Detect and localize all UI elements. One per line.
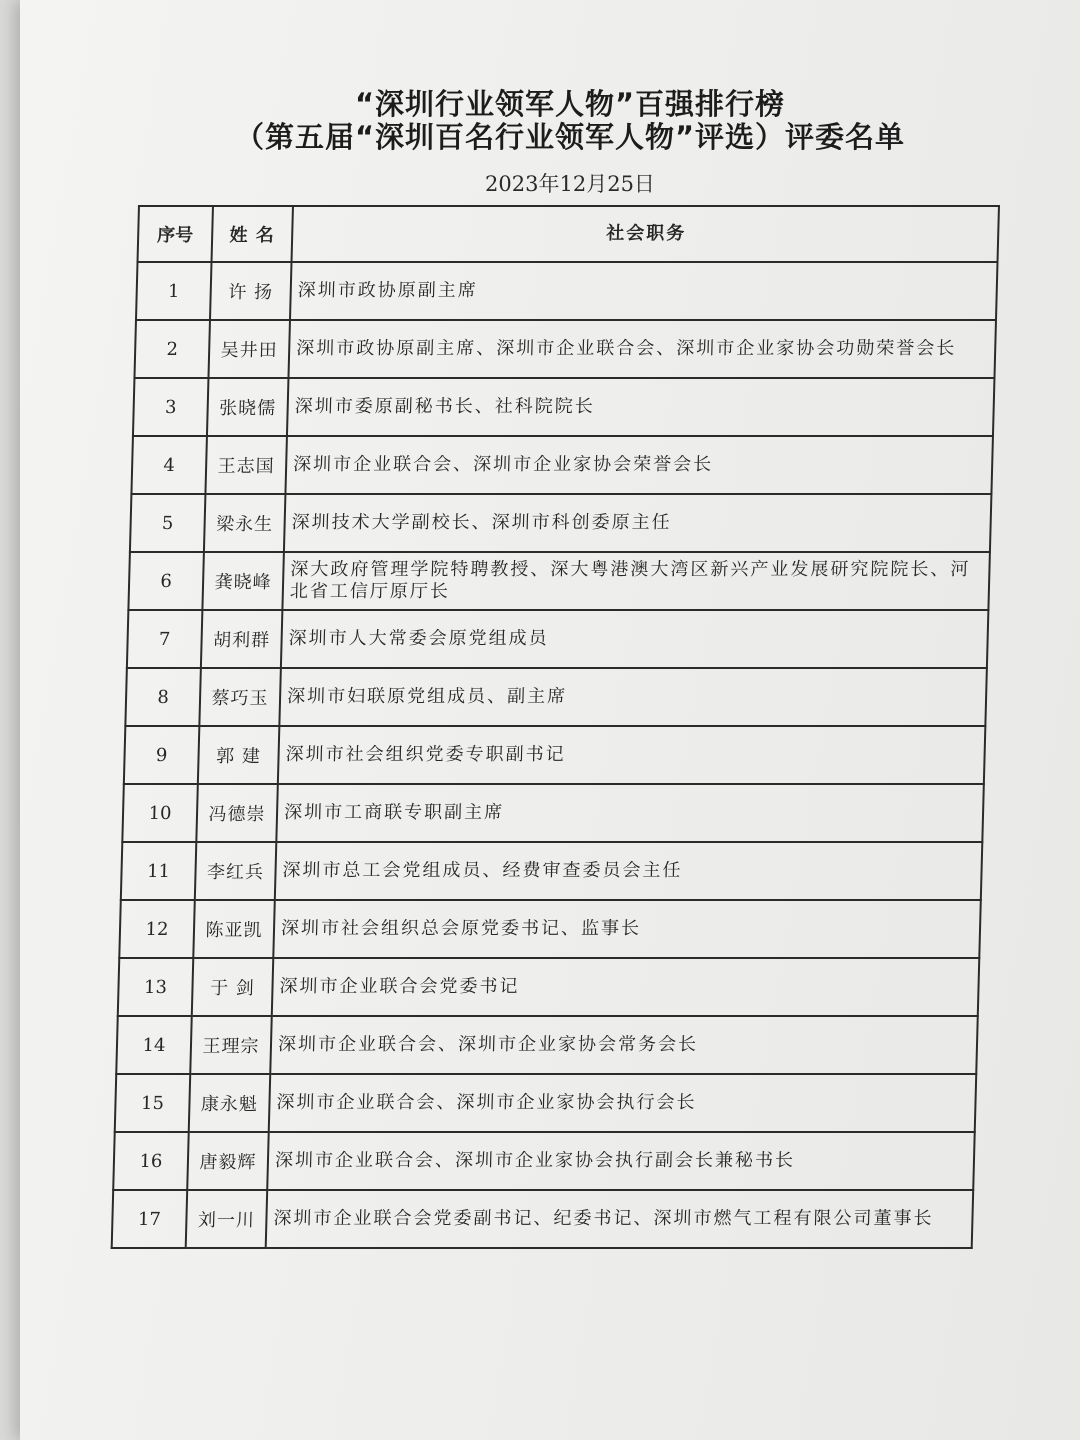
row-number: 9 — [124, 726, 200, 784]
judge-role: 深圳市委原副秘书长、社科院院长 — [287, 378, 995, 436]
column-header-seq: 序号 — [138, 206, 213, 262]
row-number: 5 — [130, 494, 206, 552]
document-sheet — [20, 0, 1080, 1440]
table-row — [133, 378, 995, 436]
judge-name: 郭 建 — [198, 726, 280, 784]
judge-name: 龚晓峰 — [202, 552, 284, 610]
row-number: 15 — [115, 1074, 191, 1132]
judge-role: 深圳市企业联合会、深圳市企业家协会执行副会长兼秘书长 — [267, 1132, 975, 1190]
judge-name: 胡利群 — [201, 610, 283, 668]
judge-role: 深圳市企业联合会、深圳市企业家协会常务会长 — [270, 1016, 978, 1074]
judge-name: 王志国 — [205, 436, 287, 494]
table-row — [128, 552, 990, 610]
row-number: 3 — [133, 378, 209, 436]
row-number: 8 — [125, 668, 201, 726]
judge-name: 冯德崇 — [196, 784, 278, 842]
judge-name: 蔡巧玉 — [199, 668, 281, 726]
judge-role: 深圳市社会组织党委专职副书记 — [278, 726, 986, 784]
table-row — [116, 1016, 978, 1074]
judge-name: 刘一川 — [186, 1190, 268, 1248]
judge-role: 深圳市企业联合会、深圳市企业家协会荣誉会长 — [285, 436, 993, 494]
row-number: 1 — [136, 262, 212, 320]
judge-role: 深圳市企业联合会党委副书记、纪委书记、深圳市燃气工程有限公司董事长 — [266, 1190, 974, 1248]
row-number: 2 — [134, 320, 210, 378]
table-row — [118, 958, 980, 1016]
judge-role: 深圳市政协原副主席、深圳市企业联合会、深圳市企业家协会功勋荣誉会长 — [288, 320, 996, 378]
document-title-line2: （第五届“深圳百名行业领军人物”评选）评委名单 — [234, 120, 906, 154]
row-number: 14 — [116, 1016, 192, 1074]
row-number: 13 — [118, 958, 194, 1016]
table-header-row — [138, 206, 999, 262]
table-row — [115, 1074, 977, 1132]
judge-role: 深大政府管理学院特聘教授、深大粤港澳大湾区新兴产业发展研究院院长、河北省工信厅原厅长 — [282, 552, 990, 610]
judge-name: 许 扬 — [210, 262, 292, 320]
judge-name: 唐毅辉 — [187, 1132, 269, 1190]
table-row — [125, 668, 987, 726]
judge-name: 康永魁 — [189, 1074, 271, 1132]
table-row — [113, 1132, 975, 1190]
judge-role: 深圳市政协原副主席 — [290, 262, 998, 320]
document-date: 2023年12月25日 — [485, 172, 655, 196]
judge-role: 深圳市人大常委会原党组成员 — [281, 610, 989, 668]
judges-table — [111, 205, 1000, 1249]
table-row — [119, 900, 981, 958]
judge-role: 深圳市总工会党组成员、经费审查委员会主任 — [275, 842, 983, 900]
table-row — [136, 262, 998, 320]
row-number: 6 — [128, 552, 204, 610]
table-row — [112, 1190, 974, 1248]
table-row — [122, 784, 984, 842]
judge-name: 于 剑 — [192, 958, 274, 1016]
judge-role: 深圳市企业联合会党委书记 — [272, 958, 980, 1016]
table-row — [134, 320, 996, 378]
judge-role: 深圳市工商联专职副主席 — [276, 784, 984, 842]
row-number: 7 — [127, 610, 203, 668]
judge-name: 张晓儒 — [207, 378, 289, 436]
row-number: 4 — [131, 436, 207, 494]
row-number: 16 — [113, 1132, 189, 1190]
table-row — [131, 436, 993, 494]
judge-role: 深圳市企业联合会、深圳市企业家协会执行会长 — [269, 1074, 977, 1132]
table-row — [127, 610, 989, 668]
row-number: 12 — [119, 900, 195, 958]
table-body — [112, 262, 998, 1248]
table-row — [124, 726, 986, 784]
table-row — [121, 842, 983, 900]
judge-role: 深圳市妇联原党组成员、副主席 — [279, 668, 987, 726]
table-row — [130, 494, 992, 552]
judge-name: 陈亚凯 — [193, 900, 275, 958]
document-title-line1: “深圳行业领军人物”百强排行榜 — [354, 87, 786, 121]
column-header-role: 社会职务 — [292, 206, 999, 262]
judge-role: 深圳技术大学副校长、深圳市科创委原主任 — [284, 494, 992, 552]
judges-table-wrapper — [110, 205, 1000, 1293]
row-number: 10 — [122, 784, 198, 842]
judge-name: 李红兵 — [195, 842, 277, 900]
row-number: 17 — [112, 1190, 188, 1248]
row-number: 11 — [121, 842, 197, 900]
judge-name: 王理宗 — [190, 1016, 272, 1074]
judge-name: 吴井田 — [208, 320, 290, 378]
judge-name: 梁永生 — [204, 494, 286, 552]
judge-role: 深圳市社会组织总会原党委书记、监事长 — [273, 900, 981, 958]
column-header-name: 姓 名 — [212, 206, 293, 262]
